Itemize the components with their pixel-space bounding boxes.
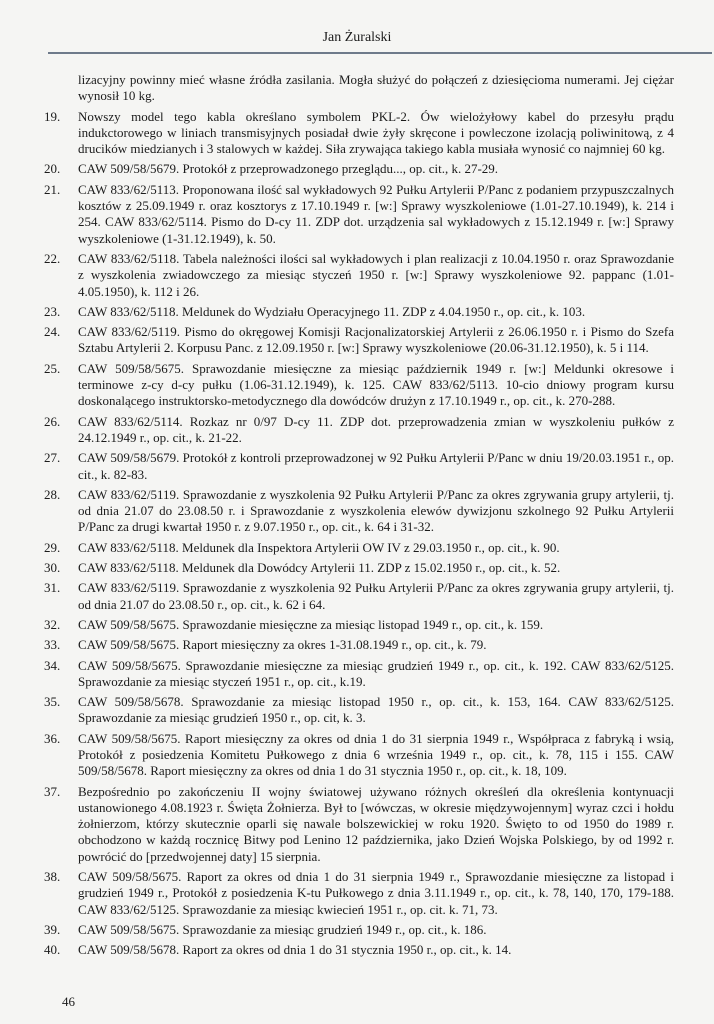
footnote-item <box>44 450 674 483</box>
footnote-number: 31. <box>44 580 61 596</box>
notes-list <box>44 109 674 959</box>
page-number: 46 <box>62 994 75 1009</box>
footnote-text: CAW 509/58/5675. Raport miesięczny za okres od dnia 1 do 31 sierpnia 1949 r., Współpraca z fabryką i wsią, Protokół z posiedzenia Komitetu Pułkowego z dnia 6 września 1949 r., op. cit., k. 78, 115 i 155. CAW 509/58/5678. Raport miesięczny za okres od dnia 1 do 31 stycznia 1950 r., op. cit., k. 18, 109. <box>78 730 674 779</box>
footnote-item <box>44 324 674 357</box>
footnote-text: CAW 509/58/5675. Sprawozdanie miesięczne za miesiąc grudzień 1949 r., op. cit., k. 192. CAW 833/62/5125. Sprawozdanie za miesiąc styczeń 1951 r., op. cit., k.19. <box>78 657 674 689</box>
footnote-item <box>44 540 674 556</box>
footnote-number: 21. <box>44 181 61 197</box>
footnote-item <box>44 361 674 410</box>
footnote-item <box>44 869 674 918</box>
footnote-text: CAW 509/58/5679. Protokół z przeprowadzonego przeglądu..., op. cit., k. 27-29. <box>78 161 499 177</box>
continued-note-text: lizacyjny powinny mieć własne źródła zasilania. Mogła służyć do połączeń z dziesięcioma numerami. Jej ciężar wynosił 10 kg. <box>78 72 674 104</box>
header-rule <box>48 52 712 54</box>
footnote-number: 28. <box>44 486 61 502</box>
footnote-text: CAW 509/58/5675. Raport miesięczny za okres 1-31.08.1949 r., op. cit., k. 79. <box>78 637 487 653</box>
footnote-number: 36. <box>44 730 61 746</box>
footnote-item <box>44 784 674 865</box>
footnote-text: Nowszy model tego kabla określano symbolem PKL-2. Ów wielożyłowy kabel do przesyłu prądu indukctorowego w liniach transmisyjnych posiadał dwie żyły skręcone i powleczone izolacją poliwinitową, z 4 drucików miedzianych i 3 stalowych w każdej. Siła zrywająca takiego kabla musiała wynosić co najmniej 60 kg. <box>78 108 674 157</box>
footnote-item <box>44 942 674 958</box>
footnote-item <box>44 182 674 247</box>
footnote-item <box>44 617 674 633</box>
footnote-item <box>44 731 674 780</box>
footnote-text: CAW 509/58/5675. Sprawozdanie miesięczne za miesiąc październik 1949 r. [w:] Meldunki okresowe i terminowe z-cy d-cy pułku (1.06-31.12.1949), k. 125. CAW 833/62/5113. 10-cio dniowy program kursu doskonalącego instruktorsko-metodycznego dla dowódców drużyn z 17.10.1949 r., op. cit., k. 270-288. <box>78 360 674 409</box>
footnote-number: 38. <box>44 869 61 885</box>
footnote-text: CAW 509/58/5679. Protokół z kontroli przeprowadzonej w 92 Pułku Artylerii P/Panc w dniu 19/20.03.1951 r., op. cit., k. 82-83. <box>78 450 674 482</box>
footnote-number: 34. <box>44 657 61 673</box>
footnote-item <box>44 161 674 177</box>
footnote-item <box>44 560 674 576</box>
footnote-number: 26. <box>44 413 61 429</box>
footnote-text: CAW 509/58/5678. Sprawozdanie za miesiąc listopad 1950 r., op. cit., k. 153, 164. CAW 833/62/5125. Sprawozdanie za miesiąc grudzień 1950 r., op. cit, k. 3. <box>78 694 674 726</box>
footnote-text: CAW 833/62/5118. Meldunek do Wydziału Operacyjnego 11. ZDP z 4.04.1950 r., op. cit., k. 103. <box>78 303 586 319</box>
footnote-item <box>44 304 674 320</box>
footnote-number: 32. <box>44 616 61 632</box>
footnote-number: 33. <box>44 637 61 653</box>
footnote-number: 30. <box>44 560 61 576</box>
footnote-text: CAW 833/62/5114. Rozkaz nr 0/97 D-cy 11. ZDP dot. przeprowadzenia zmian w wyszkoleniu pułków z 24.12.1949 r., op. cit., k. 21-22. <box>78 413 674 445</box>
footnote-text: CAW 509/58/5678. Raport za okres od dnia 1 do 31 stycznia 1950 r., op. cit., k. 14. <box>78 942 512 958</box>
footnote-text: CAW 833/62/5119. Sprawozdanie z wyszkolenia 92 Pułku Artylerii P/Panc za okres zgrywania grupy artylerii, tj. od dnia 21.07 do 23.08.50 r., op. cit., k. 62 i 64. <box>78 580 674 612</box>
footnote-text: CAW 833/62/5119. Pismo do okręgowej Komisji Racjonalizatorskiej Artylerii z 26.06.1950 r. i Pismo do Szefa Sztabu Artylerii 2. Korpusu Panc. z 12.09.1950 r. [w:] Sprawy wyszkoleniowe (20.06-31.12.1950), k. 5 i 114. <box>78 324 674 356</box>
footnote-item <box>44 694 674 727</box>
footnote-number: 40. <box>44 942 61 958</box>
footnote-number: 22. <box>44 250 61 266</box>
footnote-item <box>44 251 674 300</box>
footnote-text: CAW 509/58/5675. Raport za okres od dnia 1 do 31 sierpnia 1949 r., Sprawozdanie miesięczne za listopad i grudzień 1949 r., Protokół z posiedzenia K-tu Pułkowego z dnia 3.11.1949 r., op. cit., k. 78, 140, 170, 179-188. CAW 833/62/5125. Sprawozdanie za miesiąc kwiecień 1951 r., op. cit. k. 71, 73. <box>78 869 674 917</box>
footnotes <box>44 72 674 963</box>
footnote-number: 25. <box>44 360 61 376</box>
footnote-item <box>44 922 674 938</box>
footnote-number: 29. <box>44 539 61 555</box>
footnote-text: Bezpośrednio po zakończeniu II wojny światowej używano różnych określeń dla określenia kontynuacji ustanowionego 4.08.1923 r. Święta Żołnierza. Był to [wówczas, w okresie międzywojennym] wyraz czci i hołdu żołnierzom, którzy skutecznie oparli się nawale bolszewickiej w roku 1920. Święto to od 1950 do 1989 r. obchodzono w każdą rocznicę Bitwy pod Lenino 12 października, jako Dzień Wojska Polskiego, by od 1992 r. powrócić do [przedwojennej daty] 15 sierpnia. <box>78 783 674 864</box>
footnote-number: 27. <box>44 450 61 466</box>
footnote-item <box>44 414 674 447</box>
footnote-item <box>44 487 674 536</box>
footnote-number: 24. <box>44 324 61 340</box>
footnote-number: 37. <box>44 783 61 799</box>
footnote-item <box>44 580 674 613</box>
running-header-author: Jan Żuralski <box>322 30 392 45</box>
footnote-text: CAW 833/62/5119. Sprawozdanie z wyszkolenia 92 Pułku Artylerii P/Panc za okres zgrywania grupy artylerii, tj. od dnia 21.07 do 23.08.50 r. i Sprawozdanie z wyszkolenia elewów dywizjonu szkolnego 92 Pułku Artylerii P/Panc za drugi kwartał 1950 r. z 9.07.1950 r., op. cit., k. 64 i 31-32. <box>78 486 674 535</box>
footnote-number: 19. <box>44 108 61 124</box>
footnote-text: CAW 833/62/5118. Tabela należności ilości sal wykładowych i plan realizacji z 10.04.1950 r. oraz Sprawozdanie z wyszkolenia zwiadowczego za miesiąc styczeń 1950 r. [w:] Sprawy wyszkoleniowe 92. pappanc (1.01-4.05.1950), k. 112 i 26. <box>78 250 674 299</box>
footnote-text: CAW 509/58/5675. Sprawozdanie miesięczne za miesiąc listopad 1949 r., op. cit., k. 159. <box>78 616 544 632</box>
footnote-number: 23. <box>44 303 61 319</box>
footnote-text: CAW 833/62/5118. Meldunek dla Inspektora Artylerii OW IV z 29.03.1950 r., op. cit., k. 90. <box>78 539 560 555</box>
footnote-item <box>44 637 674 653</box>
footnote-text: CAW 833/62/5118. Meldunek dla Dowódcy Artylerii 11. ZDP z 15.02.1950 r., op. cit., k. 52. <box>78 560 561 576</box>
footnote-item <box>44 109 674 158</box>
footnote-item <box>44 658 674 691</box>
footnote-number: 39. <box>44 921 61 937</box>
footnote-number: 35. <box>44 694 61 710</box>
footnote-text: CAW 833/62/5113. Proponowana ilość sal wykładowych 92 Pułku Artylerii P/Panc z podaniem przypuszczalnych kosztów z 25.09.1949 r. oraz kosztorys z 17.10.1949 r. [w:] Sprawy wyszkoleniowe (1.01-27.10.1949), k. 214 i 254. CAW 833/62/5114. Pismo do D-cy 11. ZDP dot. urządzenia sal wykładowych z 15.12.1949 r. [w:] Sprawy wyszkoleniowe (1-31.12.1949), k. 50. <box>78 181 674 246</box>
footnote-number: 20. <box>44 161 61 177</box>
footnote-text: CAW 509/58/5675. Sprawozdanie za miesiąc grudzień 1949 r., op. cit., k. 186. <box>78 921 487 937</box>
